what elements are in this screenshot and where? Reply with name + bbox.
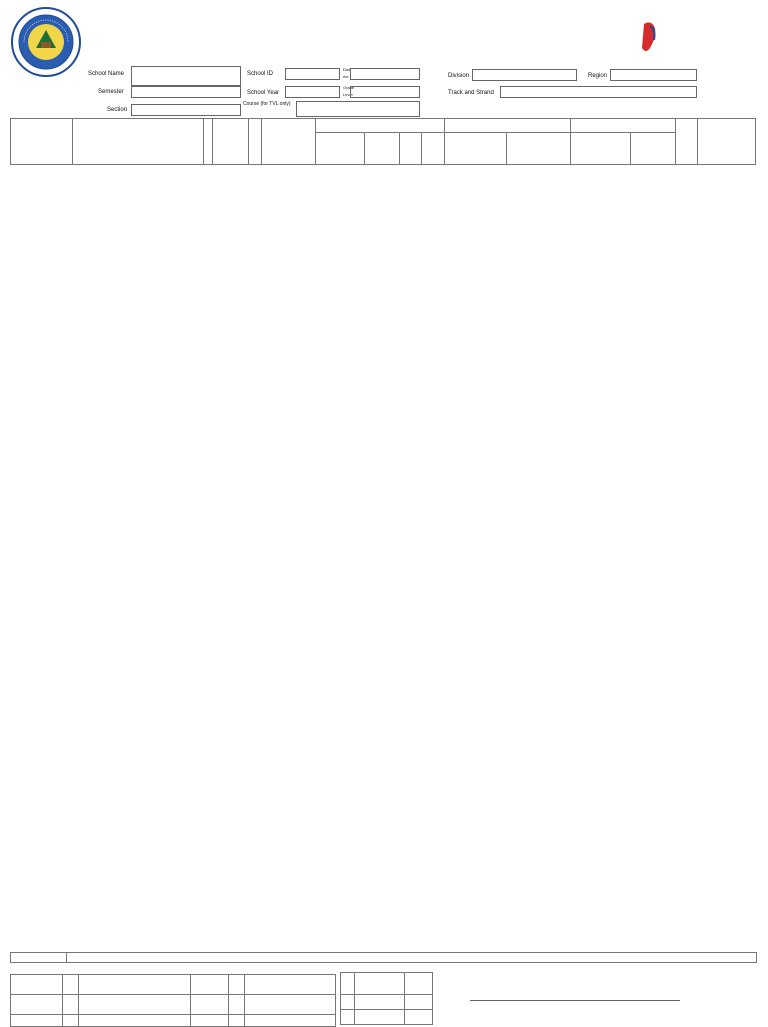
deped-logo (640, 18, 755, 58)
division-value (472, 69, 577, 81)
page-subtitle (290, 40, 450, 47)
female-end-count (405, 1010, 433, 1025)
section-label: Section (107, 107, 128, 113)
division-label: Division (448, 73, 470, 79)
legend-col-code-2 (229, 975, 245, 995)
deped-logo-mark (640, 18, 755, 58)
legend-code (63, 995, 79, 1015)
legend-col-indicator (11, 975, 63, 995)
header-barangay (364, 133, 400, 165)
header-remarks (698, 119, 756, 165)
header-relationship (631, 133, 675, 165)
header-sex (204, 119, 213, 165)
semester-label: Semester (98, 89, 124, 95)
legend-required (79, 1015, 191, 1027)
header-lrn (11, 119, 73, 165)
district-label: Dist rict (343, 67, 350, 79)
section-value (131, 104, 241, 116)
legend-indicator-2 (191, 1015, 229, 1027)
school-name-label: School Name (88, 71, 125, 77)
legend-col-required (79, 975, 191, 995)
male-label (341, 995, 355, 1010)
track-value (500, 86, 697, 98)
signature-line (470, 1000, 680, 1001)
course-value (296, 101, 420, 117)
district-value (350, 68, 420, 80)
header-municipality (400, 133, 422, 165)
header-religion (262, 119, 315, 165)
beginning-label (355, 973, 405, 995)
school-id-value (285, 68, 340, 80)
male-end-count (405, 995, 433, 1010)
header-guardian-name (571, 133, 631, 165)
region-label: Region (588, 73, 608, 79)
legend-required (79, 995, 191, 1015)
female-beginning-count (355, 1010, 405, 1025)
legend-code-2 (229, 1015, 245, 1027)
legend-col-code (63, 975, 79, 995)
header-father (444, 133, 506, 165)
school-year-label: School Year (247, 90, 280, 96)
legend-required-2 (245, 995, 336, 1015)
school-id-label: School ID (247, 71, 274, 77)
grade-label: Grade Level (343, 85, 355, 97)
header-house (315, 133, 364, 165)
combined-count (11, 953, 67, 963)
deped-seal-logo (10, 6, 82, 78)
header-province (422, 133, 444, 165)
combined-table (10, 952, 757, 963)
female-label (341, 1010, 355, 1025)
legend-indicator-2 (191, 995, 229, 1015)
legend-code (63, 1015, 79, 1027)
legend-required-2 (245, 1015, 336, 1027)
register-table-top (10, 118, 756, 165)
header-address (315, 119, 444, 133)
male-beginning-count (355, 995, 405, 1010)
registered-label (341, 973, 355, 995)
header-age (248, 119, 261, 165)
header-contact (675, 119, 697, 165)
grade-value (350, 86, 420, 98)
school-name-value (131, 66, 241, 86)
header-parents (444, 119, 571, 133)
track-label: Track and Strand (448, 90, 494, 96)
end-label (405, 973, 433, 995)
registered-summary (340, 972, 433, 1025)
header-guardian (571, 119, 676, 133)
legend-col-indicator-2 (191, 975, 229, 995)
course-label: Course (for TVL only) (243, 101, 291, 107)
region-value (610, 69, 697, 81)
combined-label (67, 953, 757, 963)
legend-col-required-2 (245, 975, 336, 995)
school-year-value (285, 86, 340, 98)
legend-code-2 (229, 995, 245, 1015)
header-birthdate (213, 119, 249, 165)
header-mother (506, 133, 570, 165)
semester-value (131, 86, 241, 98)
legend-table (10, 974, 336, 1027)
legend-indicator (11, 1015, 63, 1027)
header-name (73, 119, 204, 165)
legend-indicator (11, 995, 63, 1015)
